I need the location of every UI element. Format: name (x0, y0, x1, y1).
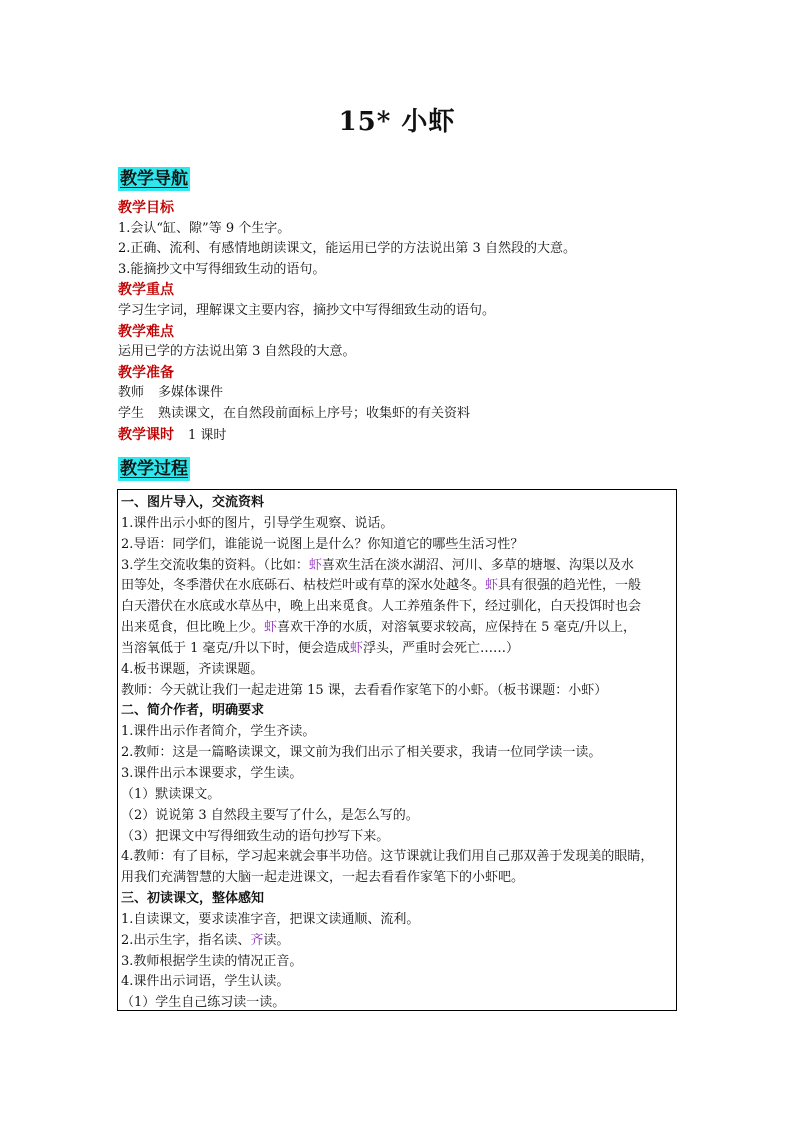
objective-item: 3.能摘抄文中写得细致生动的语句。 (118, 261, 326, 277)
hours-line (118, 425, 678, 446)
highlight-word: 虾 (264, 620, 278, 636)
hours-heading: 教学课时 (118, 426, 174, 443)
process-line: 4.教师：有了目标，学习起来就会事半功倍。这节课就让我们用自己那双善于发现美的眼睛， (121, 849, 654, 865)
process-section-title: 一、图片导入，交流资料 (121, 495, 265, 510)
process-line: 当溶氧低于 1 毫克/升以下时，便会造成虾浮头，严重时会死亡……） (121, 640, 519, 656)
process-line: 3.课件出示本课要求，学生读。 (121, 765, 303, 781)
objectives-heading: 教学目标 (118, 200, 174, 216)
difficulties-heading: 教学难点 (118, 323, 174, 340)
process-line: 白天潜伏在水底或水草丛中，晚上出来觅食。人工养殖条件下，经过驯化，白天投饵时也会 (121, 599, 642, 615)
hours-text: 1 课时 (188, 427, 227, 443)
student-role: 学生 (118, 405, 145, 421)
process-line: 3.学生交流收集的资料。（比如：虾喜欢生活在淡水湖沼、河川、多草的塘堰、沟渠以及水 (121, 557, 634, 573)
preparation-heading: 教学准备 (118, 364, 174, 381)
difficulties-text: 运用已学的方法说出第 3 自然段的大意。 (118, 344, 356, 360)
process-line: 2.导语：同学们，谁能说一说图上是什么？你知道它的哪些生活习性？ (121, 536, 524, 552)
section-tag-teaching-process: 教学过程 (120, 459, 188, 479)
preparation-teacher (118, 383, 678, 404)
process-line: （2）说说第 3 自然段主要写了什么，是怎么写的。 (121, 807, 419, 823)
preparation-student (118, 404, 678, 425)
key-points-text: 学习生字词，理解课文主要内容，摘抄文中写得细致生动的语句。 (118, 302, 496, 318)
process-line: （1）学生自己练习读一读。 (121, 995, 286, 1011)
highlight-word: 虾 (349, 640, 363, 656)
process-line: 1.自读课文，要求读准字音，把课文读通顺、流利。 (121, 911, 420, 927)
objective-item: 1.会认“缸、隙”等 9 个生字。 (118, 220, 291, 236)
key-points-heading: 教学重点 (118, 282, 174, 299)
page-title: 15* 小虾 (338, 107, 456, 137)
teaching-process-box (117, 489, 677, 1011)
process-line: 田等处，冬季潜伏在水底砾石、枯枝烂叶或有草的深水处越冬。虾具有很强的趋光性，一般 (121, 578, 642, 594)
highlight-word: 齐 (250, 932, 264, 948)
highlight-word: 虾 (485, 578, 499, 594)
highlight-word: 虾 (308, 557, 322, 573)
process-line: （3）把课文中写得细致生动的语句抄写下来。 (121, 828, 390, 844)
process-section-title: 三、初读课文，整体感知 (121, 891, 265, 907)
process-section-title: 二、简介作者，明确要求 (121, 703, 265, 719)
student-prep-text: 熟读课文，在自然段前面标上序号；收集虾的有关资料 (158, 405, 471, 421)
teacher-role: 教师 (118, 385, 145, 401)
process-line: 出来觅食，但比晚上少。虾喜欢干净的水质，对溶氧要求较高，应保持在 5 毫克/升以上， (121, 620, 636, 636)
objective-item: 2.正确、流利、有感情地朗读课文，能运用已学的方法说出第 3 自然段的大意。 (118, 241, 576, 257)
process-line: 2.出示生字，指名读、齐读。 (121, 932, 290, 948)
process-line: （1）默读课文。 (121, 786, 221, 802)
process-line: 1.课件出示小虾的图片，引导学生观察、说话。 (121, 515, 394, 531)
process-line: 教师：今天就让我们一起走进第 15 课，去看看作家笔下的小虾。（板书课题：小虾） (121, 682, 608, 698)
process-line: 4.课件出示词语，学生认读。 (121, 974, 290, 990)
process-line: 3.教师根据学生读的情况正音。 (121, 953, 303, 969)
process-line: 1.课件出示作者简介，学生齐读。 (121, 724, 316, 740)
process-line: 4.板书课题，齐读课题。 (121, 661, 264, 677)
process-line: 用我们充满智慧的大脑一起走进课文，一起去看看作家笔下的小虾吧。 (121, 870, 525, 886)
process-line: 2.教师：这是一篇略读课文，课文前为我们出示了相关要求，我请一位同学读一读。 (121, 745, 602, 761)
teaching-guide-section (118, 198, 678, 445)
section-tag-teaching-guide: 教学导航 (120, 169, 188, 189)
teacher-prep-text: 多媒体课件 (158, 385, 224, 401)
